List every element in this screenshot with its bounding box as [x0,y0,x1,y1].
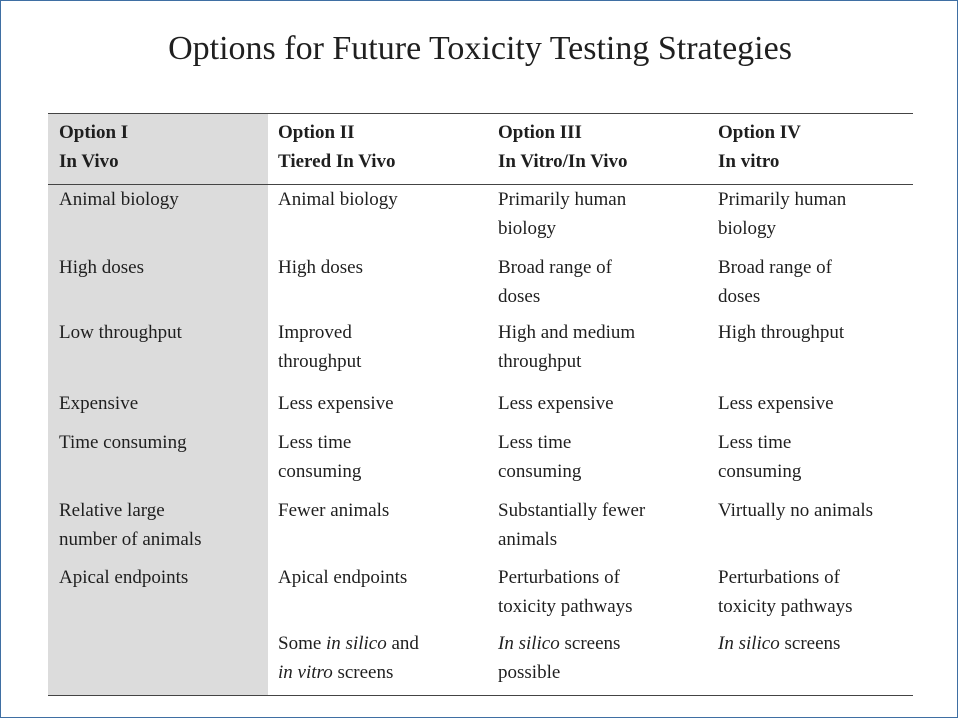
header-sublabel: In Vivo [59,151,119,172]
header-option-i [59,118,128,176]
table-cell [278,563,407,592]
cell-line: High throughput [718,322,845,343]
cell-line: Perturbations of [498,567,620,588]
cell-line: Broad range of [718,257,832,278]
table-cell [278,253,363,282]
table-cell [498,428,581,486]
cell-line: Substantially fewer [498,500,646,521]
cell-line [278,658,419,687]
cell-line: animals [498,529,558,550]
cell-line: High doses [59,257,144,278]
cell-text: and [386,633,419,654]
header-label: Option IV [718,122,801,143]
cell-line: Animal biology [59,189,179,210]
table-cell [718,253,832,311]
cell-line: Perturbations of [718,567,840,588]
table-cell [718,389,834,418]
slide-title: Options for Future Toxicity Testing Strategies [168,30,792,67]
cell-text-italic: In silico [498,633,560,654]
header-label: Option I [59,122,129,143]
table-cell [498,389,614,418]
cell-line: biology [718,218,777,239]
cell-line: toxicity pathways [718,596,853,617]
cell-line: Relative large [59,500,165,521]
header-option-iii [498,118,628,176]
cell-line: Broad range of [498,257,612,278]
table-cell [59,185,179,214]
cell-line: High and medium [498,322,636,343]
table-cell [59,389,138,418]
cell-line: Expensive [59,393,139,414]
cell-text: screens [559,633,621,654]
cell-line: consuming [278,461,362,482]
cell-line: number of animals [59,529,202,550]
cell-line: consuming [498,461,582,482]
table-cell [278,318,361,376]
cell-line: Apical endpoints [59,567,189,588]
table-cell [59,428,187,457]
cell-text-italic: in silico [326,633,387,654]
table-cell [59,318,182,347]
cell-line: Improved [278,322,352,343]
cell-line: Less time [498,432,572,453]
table-cell [498,563,633,621]
cell-line: throughput [278,351,362,372]
cell-text-italic: In silico [718,633,780,654]
table-cell [498,253,612,311]
table-bottom-rule [48,695,913,696]
header-sublabel: In vitro [718,151,780,172]
cell-line: Animal biology [278,189,398,210]
header-option-ii [278,118,396,176]
cell-line: Apical endpoints [278,567,408,588]
table-cell [718,563,853,621]
cell-line: toxicity pathways [498,596,633,617]
cell-line: possible [498,662,561,683]
cell-line: biology [498,218,557,239]
table-top-rule [48,113,913,114]
cell-line: Less expensive [498,393,614,414]
table-cell [278,496,389,525]
cell-line: Less expensive [278,393,394,414]
table-cell [278,185,398,214]
cell-line: throughput [498,351,582,372]
cell-line: doses [498,286,541,307]
cell-text-italic: in vitro [278,662,333,683]
table-cell [718,496,873,525]
header-label: Option II [278,122,355,143]
cell-line: Primarily human [718,189,847,210]
table-cell [718,428,801,486]
cell-text: screens [779,633,841,654]
cell-line: consuming [718,461,802,482]
table-cell [498,185,626,243]
cell-line: High doses [278,257,363,278]
cell-line: Low throughput [59,322,182,343]
cell-line [718,629,840,658]
table-cell [718,185,846,243]
cell-line: Less time [278,432,352,453]
cell-line [278,629,419,658]
cell-line: doses [718,286,761,307]
table-cell [498,629,620,687]
table-cell [59,496,201,554]
cell-line: Time consuming [59,432,187,453]
cell-text: Some [278,633,327,654]
header-sublabel: In Vitro/In Vivo [498,151,628,172]
header-option-iv [718,118,801,176]
table-cell [278,428,361,486]
cell-line: Primarily human [498,189,627,210]
cell-line: Fewer animals [278,500,390,521]
cell-line: Less time [718,432,792,453]
cell-line: Virtually no animals [718,500,874,521]
table-cell [59,563,188,592]
cell-text: screens [332,662,394,683]
table-cell [278,629,419,687]
cell-line [498,629,620,658]
table-cell [718,318,844,347]
table-cell [718,629,840,658]
table-cell [498,318,635,376]
table-cell [278,389,394,418]
header-sublabel: Tiered In Vivo [278,151,396,172]
header-label: Option III [498,122,582,143]
table-cell [498,496,645,554]
cell-line: Less expensive [718,393,834,414]
table-cell [59,253,144,282]
